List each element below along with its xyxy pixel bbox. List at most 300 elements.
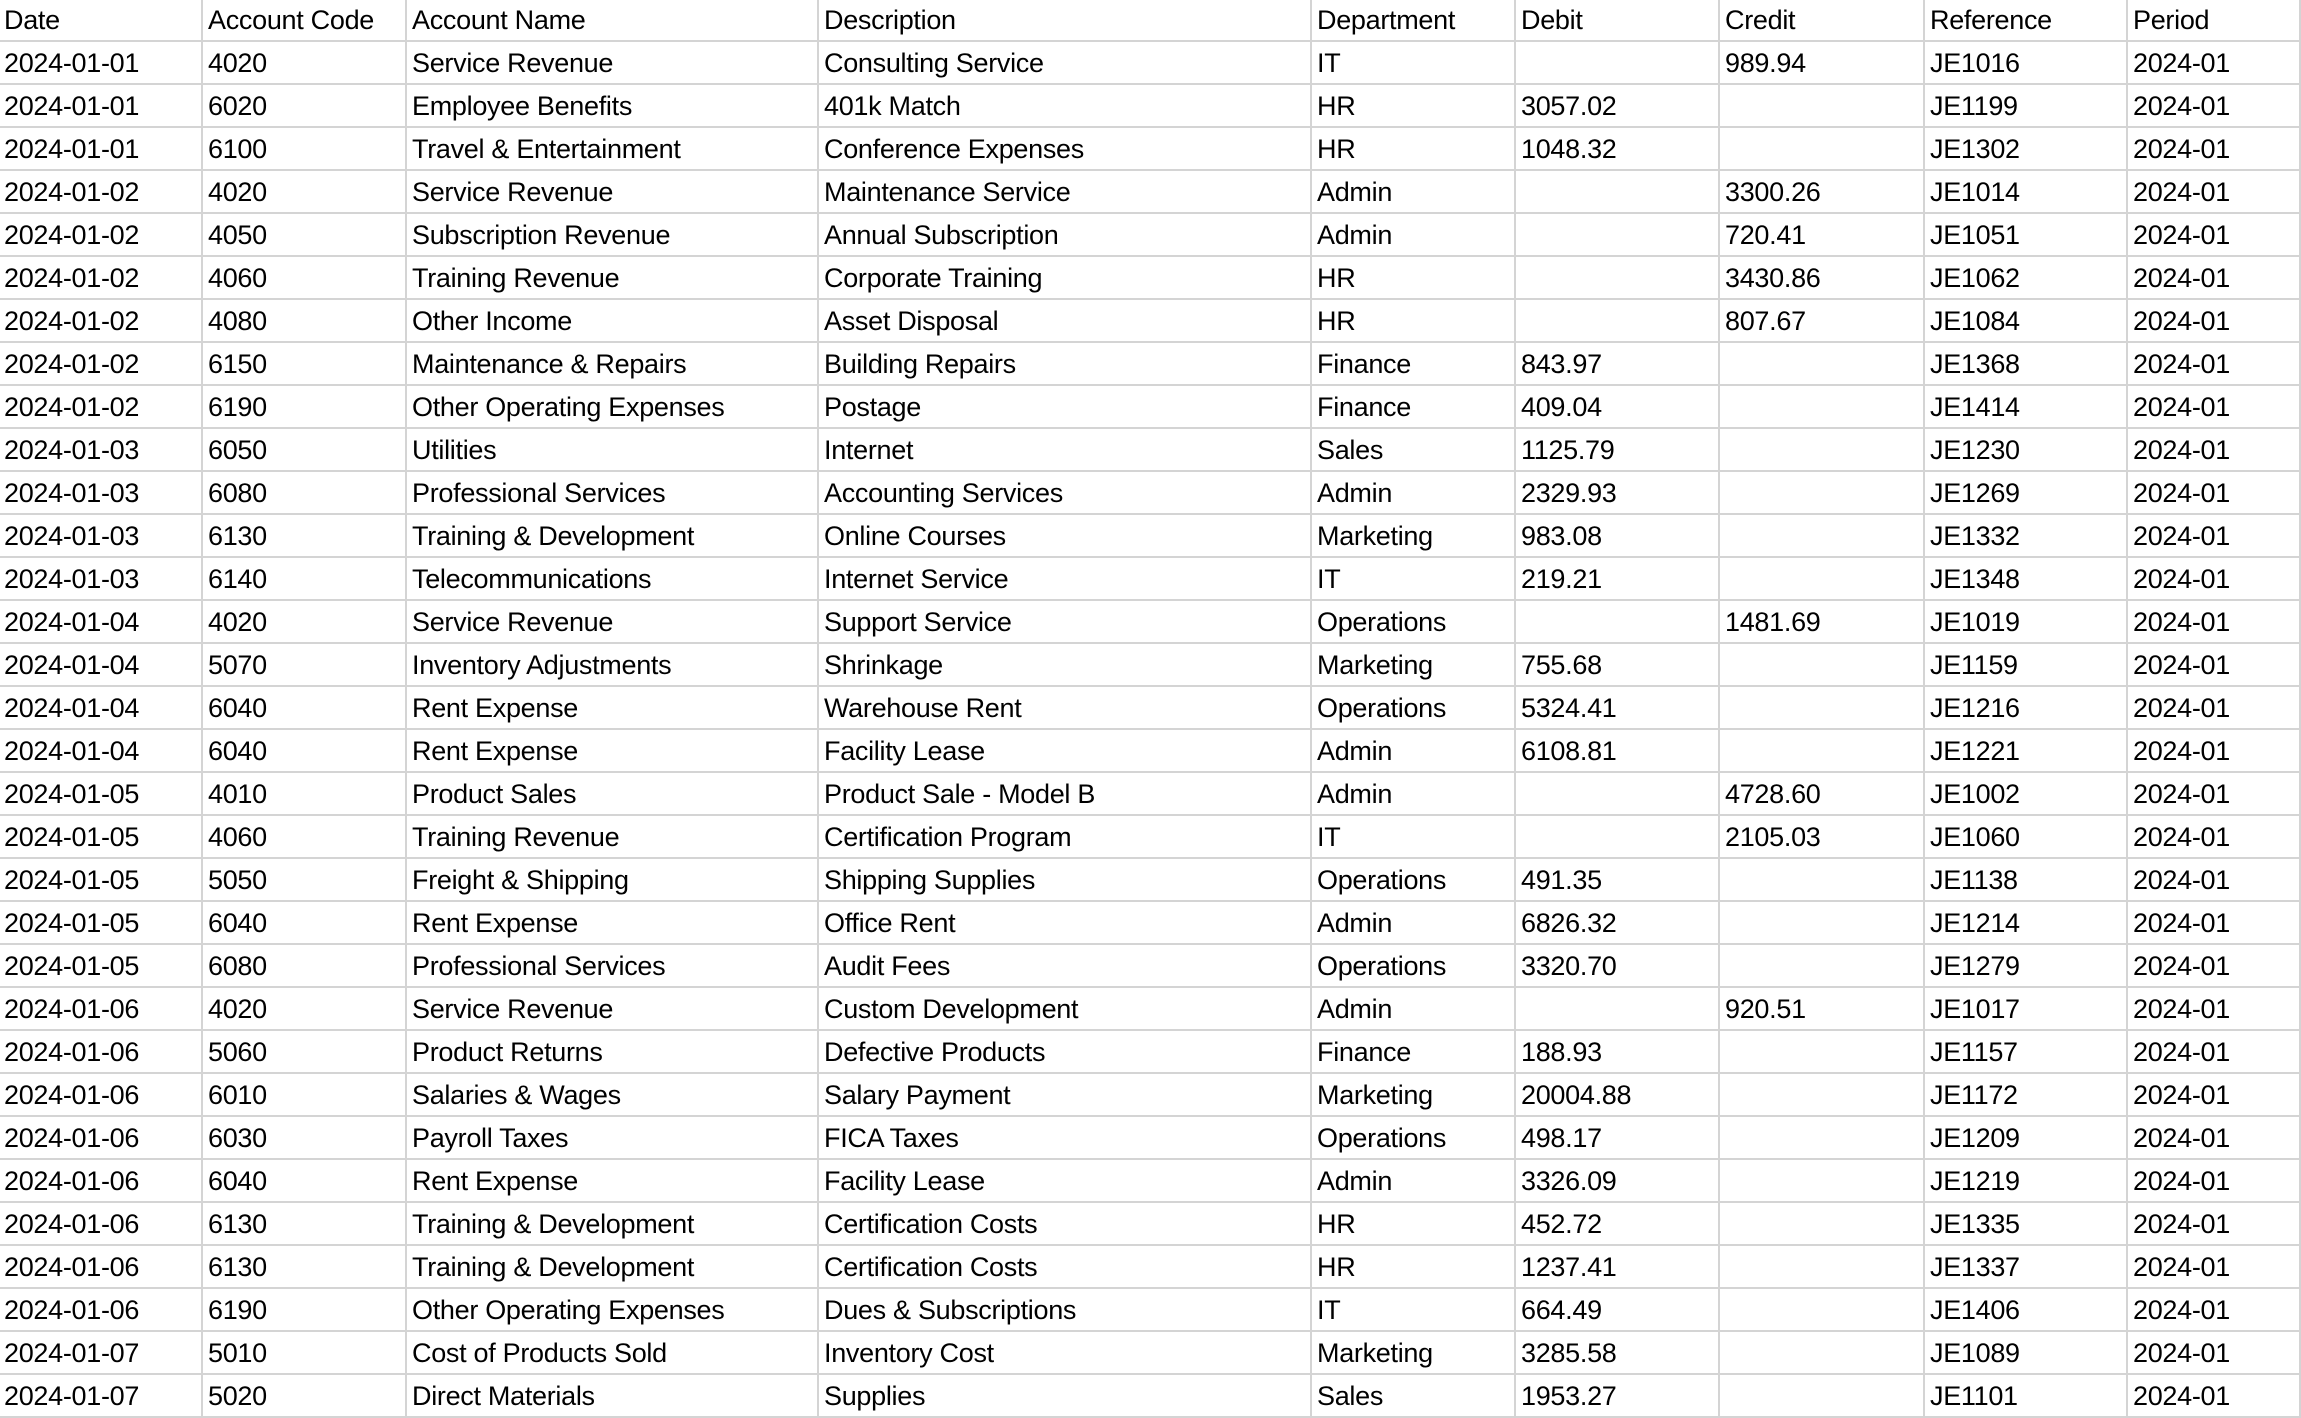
cell-account-name[interactable]: Service Revenue <box>406 170 818 213</box>
cell-date[interactable]: 2024-01-03 <box>0 557 202 600</box>
cell-account-name[interactable]: Employee Benefits <box>406 84 818 127</box>
cell-date[interactable]: 2024-01-02 <box>0 342 202 385</box>
cell-account-name[interactable]: Salaries & Wages <box>406 1073 818 1116</box>
cell-date[interactable]: 2024-01-03 <box>0 471 202 514</box>
cell-description[interactable]: Consulting Service <box>818 41 1311 84</box>
cell-account-code[interactable]: 4060 <box>202 815 406 858</box>
cell-credit[interactable] <box>1719 858 1924 901</box>
cell-period[interactable]: 2024-01 <box>2127 1374 2300 1417</box>
cell-period[interactable]: 2024-01 <box>2127 1159 2300 1202</box>
cell-description[interactable]: Audit Fees <box>818 944 1311 987</box>
cell-description[interactable]: Product Sale - Model B <box>818 772 1311 815</box>
cell-date[interactable]: 2024-01-05 <box>0 815 202 858</box>
cell-period[interactable]: 2024-01 <box>2127 901 2300 944</box>
cell-account-code[interactable]: 6010 <box>202 1073 406 1116</box>
cell-description[interactable]: Shipping Supplies <box>818 858 1311 901</box>
cell-account-name[interactable]: Training & Development <box>406 514 818 557</box>
cell-debit[interactable]: 1953.27 <box>1515 1374 1719 1417</box>
cell-period[interactable]: 2024-01 <box>2127 1288 2300 1331</box>
cell-account-name[interactable]: Other Operating Expenses <box>406 1288 818 1331</box>
cell-description[interactable]: Support Service <box>818 600 1311 643</box>
cell-period[interactable]: 2024-01 <box>2127 1331 2300 1374</box>
cell-reference[interactable]: JE1216 <box>1924 686 2127 729</box>
cell-period[interactable]: 2024-01 <box>2127 1245 2300 1288</box>
cell-debit[interactable] <box>1515 213 1719 256</box>
cell-reference[interactable]: JE1302 <box>1924 127 2127 170</box>
cell-department[interactable]: Admin <box>1311 471 1515 514</box>
cell-account-code[interactable]: 6050 <box>202 428 406 471</box>
cell-debit[interactable]: 1237.41 <box>1515 1245 1719 1288</box>
cell-date[interactable]: 2024-01-02 <box>0 256 202 299</box>
cell-credit[interactable] <box>1719 342 1924 385</box>
cell-reference[interactable]: JE1414 <box>1924 385 2127 428</box>
table-row <box>0 686 2300 729</box>
cell-account-name[interactable]: Service Revenue <box>406 600 818 643</box>
cell-reference[interactable]: JE1172 <box>1924 1073 2127 1116</box>
cell-reference[interactable]: JE1332 <box>1924 514 2127 557</box>
cell-reference[interactable]: JE1335 <box>1924 1202 2127 1245</box>
cell-date[interactable]: 2024-01-02 <box>0 299 202 342</box>
cell-credit[interactable] <box>1719 1331 1924 1374</box>
cell-description[interactable]: Warehouse Rent <box>818 686 1311 729</box>
cell-credit[interactable] <box>1719 385 1924 428</box>
cell-account-code[interactable]: 4010 <box>202 772 406 815</box>
cell-credit[interactable]: 1481.69 <box>1719 600 1924 643</box>
cell-debit[interactable] <box>1515 772 1719 815</box>
cell-date[interactable]: 2024-01-04 <box>0 600 202 643</box>
cell-reference[interactable]: JE1062 <box>1924 256 2127 299</box>
cell-account-code[interactable]: 6150 <box>202 342 406 385</box>
cell-credit[interactable] <box>1719 1202 1924 1245</box>
cell-account-name[interactable]: Cost of Products Sold <box>406 1331 818 1374</box>
cell-date[interactable]: 2024-01-04 <box>0 686 202 729</box>
cell-description[interactable]: Shrinkage <box>818 643 1311 686</box>
cell-period[interactable]: 2024-01 <box>2127 41 2300 84</box>
table-row <box>0 471 2300 514</box>
column-header-department[interactable]: Department <box>1311 0 1515 41</box>
cell-department[interactable]: Finance <box>1311 342 1515 385</box>
cell-account-name[interactable]: Other Income <box>406 299 818 342</box>
cell-account-name[interactable]: Subscription Revenue <box>406 213 818 256</box>
cell-department[interactable]: IT <box>1311 41 1515 84</box>
cell-account-code[interactable]: 5060 <box>202 1030 406 1073</box>
cell-credit[interactable] <box>1719 127 1924 170</box>
cell-account-code[interactable]: 6040 <box>202 901 406 944</box>
cell-reference[interactable]: JE1089 <box>1924 1331 2127 1374</box>
cell-debit[interactable] <box>1515 815 1719 858</box>
cell-account-code[interactable]: 4020 <box>202 41 406 84</box>
cell-date[interactable]: 2024-01-05 <box>0 901 202 944</box>
cell-reference[interactable]: JE1214 <box>1924 901 2127 944</box>
cell-debit[interactable]: 6108.81 <box>1515 729 1719 772</box>
cell-account-code[interactable]: 5020 <box>202 1374 406 1417</box>
cell-reference[interactable]: JE1019 <box>1924 600 2127 643</box>
cell-credit[interactable] <box>1719 557 1924 600</box>
cell-period[interactable]: 2024-01 <box>2127 772 2300 815</box>
cell-date[interactable]: 2024-01-04 <box>0 729 202 772</box>
cell-account-name[interactable]: Inventory Adjustments <box>406 643 818 686</box>
cell-account-code[interactable]: 5050 <box>202 858 406 901</box>
cell-department[interactable]: Admin <box>1311 901 1515 944</box>
cell-date[interactable]: 2024-01-07 <box>0 1331 202 1374</box>
cell-debit[interactable]: 3320.70 <box>1515 944 1719 987</box>
cell-debit[interactable] <box>1515 600 1719 643</box>
cell-account-code[interactable]: 5070 <box>202 643 406 686</box>
cell-department[interactable]: Marketing <box>1311 514 1515 557</box>
cell-debit[interactable]: 6826.32 <box>1515 901 1719 944</box>
cell-credit[interactable] <box>1719 1374 1924 1417</box>
cell-period[interactable]: 2024-01 <box>2127 987 2300 1030</box>
cell-debit[interactable]: 188.93 <box>1515 1030 1719 1073</box>
table-row <box>0 256 2300 299</box>
cell-debit[interactable]: 664.49 <box>1515 1288 1719 1331</box>
cell-department[interactable]: Operations <box>1311 944 1515 987</box>
cell-period[interactable]: 2024-01 <box>2127 428 2300 471</box>
cell-department[interactable]: Sales <box>1311 1374 1515 1417</box>
column-header-debit[interactable]: Debit <box>1515 0 1719 41</box>
cell-credit[interactable] <box>1719 729 1924 772</box>
cell-account-code[interactable]: 6040 <box>202 1159 406 1202</box>
cell-period[interactable]: 2024-01 <box>2127 1202 2300 1245</box>
cell-date[interactable]: 2024-01-01 <box>0 84 202 127</box>
cell-date[interactable]: 2024-01-07 <box>0 1374 202 1417</box>
cell-department[interactable]: IT <box>1311 1288 1515 1331</box>
cell-account-name[interactable]: Professional Services <box>406 471 818 514</box>
cell-account-name[interactable]: Product Sales <box>406 772 818 815</box>
cell-department[interactable]: Admin <box>1311 213 1515 256</box>
cell-period[interactable]: 2024-01 <box>2127 170 2300 213</box>
cell-account-code[interactable]: 4020 <box>202 170 406 213</box>
cell-reference[interactable]: JE1337 <box>1924 1245 2127 1288</box>
cell-date[interactable]: 2024-01-06 <box>0 1030 202 1073</box>
cell-debit[interactable]: 219.21 <box>1515 557 1719 600</box>
cell-department[interactable]: Admin <box>1311 1159 1515 1202</box>
cell-date[interactable]: 2024-01-02 <box>0 385 202 428</box>
cell-account-name[interactable]: Training & Development <box>406 1202 818 1245</box>
cell-date[interactable]: 2024-01-06 <box>0 1159 202 1202</box>
cell-department[interactable]: Marketing <box>1311 1073 1515 1116</box>
cell-account-code[interactable]: 6100 <box>202 127 406 170</box>
cell-account-code[interactable]: 4020 <box>202 987 406 1030</box>
cell-period[interactable]: 2024-01 <box>2127 256 2300 299</box>
cell-credit[interactable] <box>1719 643 1924 686</box>
cell-period[interactable]: 2024-01 <box>2127 385 2300 428</box>
cell-account-name[interactable]: Other Operating Expenses <box>406 385 818 428</box>
cell-department[interactable]: Admin <box>1311 987 1515 1030</box>
cell-period[interactable]: 2024-01 <box>2127 686 2300 729</box>
cell-account-code[interactable]: 6130 <box>202 1202 406 1245</box>
cell-account-name[interactable]: Training Revenue <box>406 815 818 858</box>
cell-account-code[interactable]: 6020 <box>202 84 406 127</box>
cell-reference[interactable]: JE1219 <box>1924 1159 2127 1202</box>
cell-credit[interactable] <box>1719 84 1924 127</box>
cell-account-name[interactable]: Maintenance & Repairs <box>406 342 818 385</box>
cell-account-name[interactable]: Freight & Shipping <box>406 858 818 901</box>
cell-account-name[interactable]: Rent Expense <box>406 686 818 729</box>
cell-account-name[interactable]: Rent Expense <box>406 901 818 944</box>
cell-account-name[interactable]: Professional Services <box>406 944 818 987</box>
cell-description[interactable]: 401k Match <box>818 84 1311 127</box>
cell-reference[interactable]: JE1002 <box>1924 772 2127 815</box>
cell-credit[interactable] <box>1719 1159 1924 1202</box>
cell-description[interactable]: Salary Payment <box>818 1073 1311 1116</box>
cell-debit[interactable] <box>1515 256 1719 299</box>
cell-account-code[interactable]: 6080 <box>202 471 406 514</box>
cell-debit[interactable]: 983.08 <box>1515 514 1719 557</box>
cell-debit[interactable]: 5324.41 <box>1515 686 1719 729</box>
cell-description[interactable]: Certification Costs <box>818 1245 1311 1288</box>
cell-period[interactable]: 2024-01 <box>2127 643 2300 686</box>
cell-department[interactable]: Admin <box>1311 772 1515 815</box>
cell-description[interactable]: Conference Expenses <box>818 127 1311 170</box>
cell-date[interactable]: 2024-01-03 <box>0 514 202 557</box>
cell-description[interactable]: Building Repairs <box>818 342 1311 385</box>
cell-date[interactable]: 2024-01-06 <box>0 987 202 1030</box>
column-header-period[interactable]: Period <box>2127 0 2300 41</box>
cell-reference[interactable]: JE1221 <box>1924 729 2127 772</box>
cell-account-code[interactable]: 6190 <box>202 385 406 428</box>
cell-department[interactable]: IT <box>1311 815 1515 858</box>
cell-description[interactable]: Annual Subscription <box>818 213 1311 256</box>
cell-reference[interactable]: JE1348 <box>1924 557 2127 600</box>
column-header-date[interactable]: Date <box>0 0 202 41</box>
cell-description[interactable]: Dues & Subscriptions <box>818 1288 1311 1331</box>
cell-credit[interactable] <box>1719 471 1924 514</box>
cell-description[interactable]: Maintenance Service <box>818 170 1311 213</box>
cell-description[interactable]: Supplies <box>818 1374 1311 1417</box>
cell-credit[interactable]: 2105.03 <box>1719 815 1924 858</box>
cell-department[interactable]: HR <box>1311 299 1515 342</box>
cell-reference[interactable]: JE1368 <box>1924 342 2127 385</box>
cell-date[interactable]: 2024-01-05 <box>0 772 202 815</box>
cell-credit[interactable] <box>1719 686 1924 729</box>
cell-description[interactable]: Asset Disposal <box>818 299 1311 342</box>
cell-date[interactable]: 2024-01-01 <box>0 41 202 84</box>
cell-period[interactable]: 2024-01 <box>2127 557 2300 600</box>
cell-department[interactable]: Admin <box>1311 170 1515 213</box>
cell-account-name[interactable]: Rent Expense <box>406 1159 818 1202</box>
cell-date[interactable]: 2024-01-04 <box>0 643 202 686</box>
cell-period[interactable]: 2024-01 <box>2127 127 2300 170</box>
cell-date[interactable]: 2024-01-06 <box>0 1073 202 1116</box>
cell-credit[interactable] <box>1719 1030 1924 1073</box>
cell-reference[interactable]: JE1017 <box>1924 987 2127 1030</box>
cell-account-code[interactable]: 4020 <box>202 600 406 643</box>
cell-credit[interactable] <box>1719 1073 1924 1116</box>
cell-period[interactable]: 2024-01 <box>2127 299 2300 342</box>
cell-debit[interactable] <box>1515 170 1719 213</box>
cell-period[interactable]: 2024-01 <box>2127 815 2300 858</box>
cell-department[interactable]: Finance <box>1311 1030 1515 1073</box>
cell-account-name[interactable]: Travel & Entertainment <box>406 127 818 170</box>
cell-description[interactable]: Inventory Cost <box>818 1331 1311 1374</box>
cell-period[interactable]: 2024-01 <box>2127 84 2300 127</box>
cell-date[interactable]: 2024-01-03 <box>0 428 202 471</box>
cell-account-name[interactable]: Training & Development <box>406 1245 818 1288</box>
cell-period[interactable]: 2024-01 <box>2127 514 2300 557</box>
cell-description[interactable]: Online Courses <box>818 514 1311 557</box>
cell-description[interactable]: Facility Lease <box>818 729 1311 772</box>
cell-department[interactable]: Finance <box>1311 385 1515 428</box>
cell-department[interactable]: Operations <box>1311 1116 1515 1159</box>
cell-credit[interactable] <box>1719 428 1924 471</box>
cell-department[interactable]: Operations <box>1311 686 1515 729</box>
cell-reference[interactable]: JE1101 <box>1924 1374 2127 1417</box>
cell-debit[interactable]: 3057.02 <box>1515 84 1719 127</box>
cell-description[interactable]: Internet <box>818 428 1311 471</box>
column-header-account-code[interactable]: Account Code <box>202 0 406 41</box>
cell-date[interactable]: 2024-01-06 <box>0 1116 202 1159</box>
cell-account-name[interactable]: Payroll Taxes <box>406 1116 818 1159</box>
cell-account-code[interactable]: 6040 <box>202 686 406 729</box>
cell-credit[interactable]: 807.67 <box>1719 299 1924 342</box>
cell-credit[interactable]: 4728.60 <box>1719 772 1924 815</box>
cell-debit[interactable]: 843.97 <box>1515 342 1719 385</box>
cell-debit[interactable]: 3326.09 <box>1515 1159 1719 1202</box>
cell-account-name[interactable]: Rent Expense <box>406 729 818 772</box>
cell-date[interactable]: 2024-01-06 <box>0 1245 202 1288</box>
cell-debit[interactable]: 755.68 <box>1515 643 1719 686</box>
cell-department[interactable]: HR <box>1311 127 1515 170</box>
cell-credit[interactable] <box>1719 514 1924 557</box>
cell-debit[interactable]: 491.35 <box>1515 858 1719 901</box>
cell-description[interactable]: FICA Taxes <box>818 1116 1311 1159</box>
cell-credit[interactable] <box>1719 901 1924 944</box>
cell-period[interactable]: 2024-01 <box>2127 858 2300 901</box>
cell-credit[interactable] <box>1719 1245 1924 1288</box>
cell-date[interactable]: 2024-01-01 <box>0 127 202 170</box>
cell-account-code[interactable]: 6130 <box>202 1245 406 1288</box>
cell-department[interactable]: HR <box>1311 84 1515 127</box>
cell-description[interactable]: Corporate Training <box>818 256 1311 299</box>
cell-reference[interactable]: JE1051 <box>1924 213 2127 256</box>
column-header-reference[interactable]: Reference <box>1924 0 2127 41</box>
cell-description[interactable]: Certification Costs <box>818 1202 1311 1245</box>
cell-reference[interactable]: JE1199 <box>1924 84 2127 127</box>
cell-department[interactable]: HR <box>1311 256 1515 299</box>
cell-period[interactable]: 2024-01 <box>2127 944 2300 987</box>
cell-account-code[interactable]: 6130 <box>202 514 406 557</box>
cell-account-name[interactable]: Service Revenue <box>406 987 818 1030</box>
cell-account-code[interactable]: 6140 <box>202 557 406 600</box>
cell-account-code[interactable]: 6030 <box>202 1116 406 1159</box>
cell-department[interactable]: IT <box>1311 557 1515 600</box>
cell-date[interactable]: 2024-01-02 <box>0 170 202 213</box>
cell-account-code[interactable]: 4060 <box>202 256 406 299</box>
cell-debit[interactable]: 20004.88 <box>1515 1073 1719 1116</box>
cell-reference[interactable]: JE1084 <box>1924 299 2127 342</box>
cell-description[interactable]: Internet Service <box>818 557 1311 600</box>
cell-reference[interactable]: JE1406 <box>1924 1288 2127 1331</box>
cell-credit[interactable]: 989.94 <box>1719 41 1924 84</box>
cell-debit[interactable]: 2329.93 <box>1515 471 1719 514</box>
cell-date[interactable]: 2024-01-02 <box>0 213 202 256</box>
cell-department[interactable]: Marketing <box>1311 643 1515 686</box>
cell-department[interactable]: Marketing <box>1311 1331 1515 1374</box>
cell-credit[interactable]: 920.51 <box>1719 987 1924 1030</box>
cell-credit[interactable] <box>1719 1116 1924 1159</box>
cell-period[interactable]: 2024-01 <box>2127 342 2300 385</box>
cell-period[interactable]: 2024-01 <box>2127 213 2300 256</box>
cell-period[interactable]: 2024-01 <box>2127 600 2300 643</box>
cell-account-name[interactable]: Telecommunications <box>406 557 818 600</box>
cell-debit[interactable]: 1125.79 <box>1515 428 1719 471</box>
cell-period[interactable]: 2024-01 <box>2127 1073 2300 1116</box>
column-header-description[interactable]: Description <box>818 0 1311 41</box>
cell-reference[interactable]: JE1157 <box>1924 1030 2127 1073</box>
cell-date[interactable]: 2024-01-06 <box>0 1202 202 1245</box>
cell-reference[interactable]: JE1269 <box>1924 471 2127 514</box>
cell-account-code[interactable]: 6080 <box>202 944 406 987</box>
cell-period[interactable]: 2024-01 <box>2127 1116 2300 1159</box>
cell-description[interactable]: Defective Products <box>818 1030 1311 1073</box>
cell-credit[interactable] <box>1719 944 1924 987</box>
cell-date[interactable]: 2024-01-05 <box>0 858 202 901</box>
cell-account-code[interactable]: 6040 <box>202 729 406 772</box>
cell-description[interactable]: Facility Lease <box>818 1159 1311 1202</box>
column-header-account-name[interactable]: Account Name <box>406 0 818 41</box>
cell-reference[interactable]: JE1209 <box>1924 1116 2127 1159</box>
cell-department[interactable]: HR <box>1311 1202 1515 1245</box>
cell-reference[interactable]: JE1159 <box>1924 643 2127 686</box>
cell-description[interactable]: Postage <box>818 385 1311 428</box>
cell-department[interactable]: Sales <box>1311 428 1515 471</box>
cell-period[interactable]: 2024-01 <box>2127 1030 2300 1073</box>
cell-debit[interactable] <box>1515 41 1719 84</box>
cell-credit[interactable]: 3430.86 <box>1719 256 1924 299</box>
cell-account-code[interactable]: 6190 <box>202 1288 406 1331</box>
cell-credit[interactable]: 720.41 <box>1719 213 1924 256</box>
cell-department[interactable]: Operations <box>1311 858 1515 901</box>
cell-reference[interactable]: JE1279 <box>1924 944 2127 987</box>
cell-account-name[interactable]: Training Revenue <box>406 256 818 299</box>
cell-debit[interactable]: 3285.58 <box>1515 1331 1719 1374</box>
cell-account-code[interactable]: 5010 <box>202 1331 406 1374</box>
cell-department[interactable]: Operations <box>1311 600 1515 643</box>
cell-account-name[interactable]: Service Revenue <box>406 41 818 84</box>
cell-debit[interactable]: 452.72 <box>1515 1202 1719 1245</box>
cell-period[interactable]: 2024-01 <box>2127 729 2300 772</box>
cell-department[interactable]: Admin <box>1311 729 1515 772</box>
cell-credit[interactable]: 3300.26 <box>1719 170 1924 213</box>
cell-account-name[interactable]: Product Returns <box>406 1030 818 1073</box>
cell-debit[interactable]: 409.04 <box>1515 385 1719 428</box>
cell-date[interactable]: 2024-01-06 <box>0 1288 202 1331</box>
cell-period[interactable]: 2024-01 <box>2127 471 2300 514</box>
column-header-credit[interactable]: Credit <box>1719 0 1924 41</box>
cell-debit[interactable]: 498.17 <box>1515 1116 1719 1159</box>
cell-credit[interactable] <box>1719 1288 1924 1331</box>
cell-description[interactable]: Accounting Services <box>818 471 1311 514</box>
cell-debit[interactable] <box>1515 987 1719 1030</box>
cell-account-code[interactable]: 4050 <box>202 213 406 256</box>
cell-reference[interactable]: JE1016 <box>1924 41 2127 84</box>
cell-account-code[interactable]: 4080 <box>202 299 406 342</box>
cell-reference[interactable]: JE1138 <box>1924 858 2127 901</box>
cell-department[interactable]: HR <box>1311 1245 1515 1288</box>
cell-reference[interactable]: JE1014 <box>1924 170 2127 213</box>
cell-account-name[interactable]: Direct Materials <box>406 1374 818 1417</box>
cell-account-name[interactable]: Utilities <box>406 428 818 471</box>
cell-reference[interactable]: JE1060 <box>1924 815 2127 858</box>
cell-date[interactable]: 2024-01-05 <box>0 944 202 987</box>
cell-description[interactable]: Custom Development <box>818 987 1311 1030</box>
cell-description[interactable]: Office Rent <box>818 901 1311 944</box>
cell-debit[interactable] <box>1515 299 1719 342</box>
cell-debit[interactable]: 1048.32 <box>1515 127 1719 170</box>
cell-reference[interactable]: JE1230 <box>1924 428 2127 471</box>
cell-description[interactable]: Certification Program <box>818 815 1311 858</box>
